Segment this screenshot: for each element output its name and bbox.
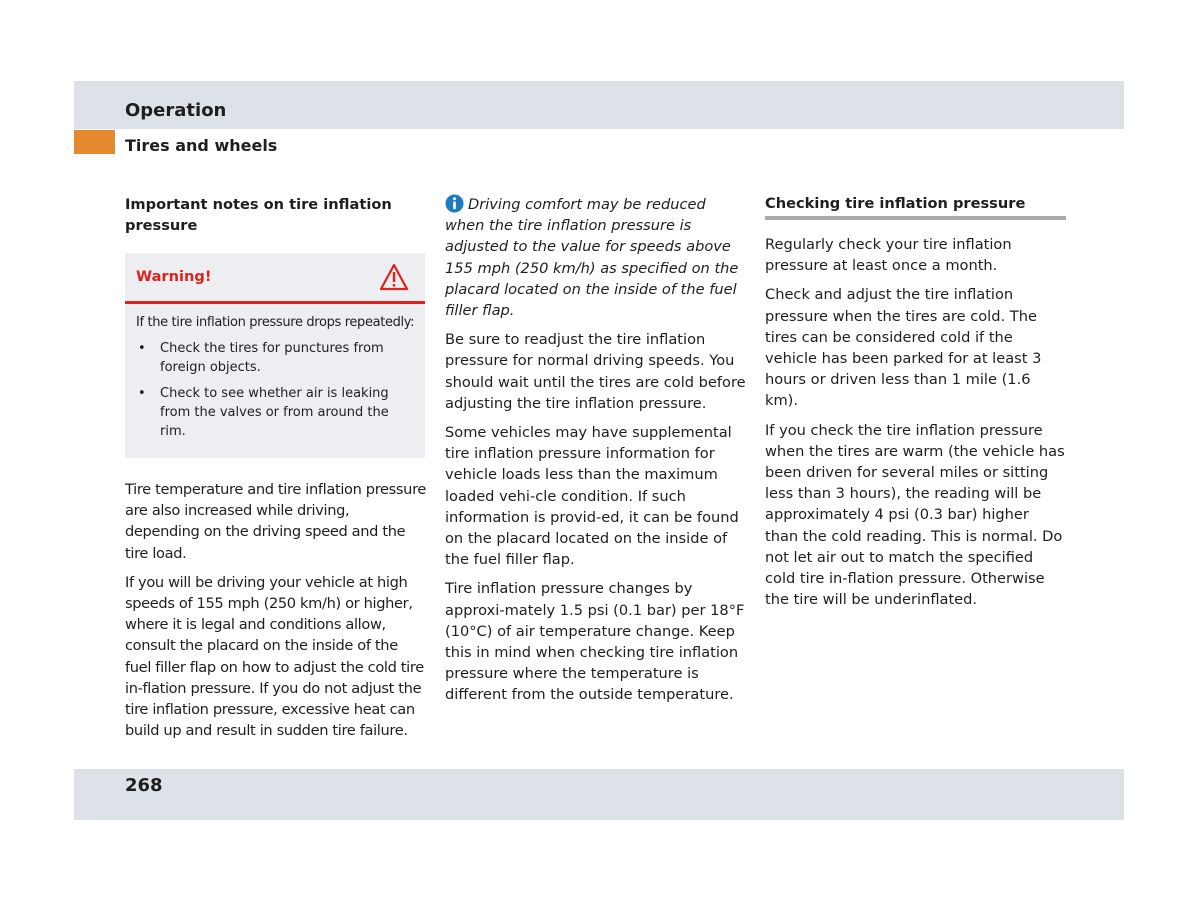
info-icon — [445, 194, 464, 213]
checking-pressure-heading: Checking tire inflation pressure — [765, 194, 1066, 220]
column-middle — [445, 194, 747, 714]
paragraph: Be sure to readjust the tire inflation pressure for normal driving speeds. You should wait until the tires are cold before adjusting the tire inflation pressure. — [445, 331, 746, 412]
paragraph: Regularly check your tire inflation pressure at least once a month. — [765, 236, 1012, 275]
warning-box — [125, 253, 425, 458]
warning-list-item — [136, 339, 415, 377]
info-note — [445, 194, 747, 321]
warning-intro: If the tire inflation pressure drops repeatedly: — [136, 315, 415, 330]
bullet-icon: • — [138, 341, 146, 356]
header-band — [74, 81, 1124, 129]
info-note-text: Driving comfort may be reduced when the tire inflation pressure is adjusted to the value for speeds above 155 mph (250 km/h) as specified on the placard located on the inside of the fuel filler flap. — [445, 196, 739, 320]
column-right — [765, 194, 1066, 618]
section-title: Operation — [125, 100, 227, 121]
paragraph: If you check the tire inflation pressure when the tires are warm (the vehicle has been driven for several miles or sitting less than 3 hours), the reading will be approximately 4 psi (0.3 bar) higher than the cold reading. This is normal. Do not let air out to match the specified cold tire in-flation pressure. Otherwise the tire will be underinflated. — [765, 421, 1065, 609]
warning-list-item — [136, 384, 415, 441]
warning-header — [125, 253, 425, 304]
warning-list — [136, 339, 415, 441]
warning-label: Warning! — [136, 268, 212, 285]
paragraph: Tire inflation pressure changes by approxi-mately 1.5 psi (0.1 bar) per 18°F (10°C) of air temperature change. Keep this in mind when checking tire inflation pressure where the temperature is different from the outside temperature. — [445, 580, 745, 704]
section-tab-marker — [74, 130, 115, 154]
column-left — [125, 194, 427, 749]
paragraph: If you will be driving your vehicle at high speeds of 155 mph (250 km/h) or higher, where it is legal and conditions allow, consult the placard on the inside of the fuel filler flap on how to adjust the cold tire in-flation pressure. If you do not adjust the tire inflation pressure, excessive heat can build up and result in sudden tire failure. — [125, 573, 424, 740]
page-number: 268 — [125, 775, 163, 796]
important-notes-heading: Important notes on tire inflation pressure — [125, 196, 392, 234]
subsection-title: Tires and wheels — [125, 136, 278, 155]
bullet-icon: • — [138, 386, 146, 401]
warning-item-text: Check the tires for punctures from foreign objects. — [160, 341, 384, 375]
warning-triangle-icon — [379, 263, 409, 291]
warning-body — [125, 304, 425, 458]
paragraph: Tire temperature and tire inflation pressure are also increased while driving, depending on the driving speed and the tire load. — [125, 481, 427, 562]
paragraph: Some vehicles may have supplemental tire inflation pressure information for vehicle loads less than the maximum loaded vehi-cle condition. If such information is provid-ed, it can be found on the placard located on the inside of the fuel filler flap. — [445, 424, 739, 569]
paragraph: Check and adjust the tire inflation pressure when the tires are cold. The tires can be considered cold if the vehicle has been parked for at least 3 hours or driven less than 1 mile (1.6 km). — [765, 286, 1042, 410]
footer-band — [74, 769, 1124, 820]
warning-item-text: Check to see whether air is leaking from the valves or from around the rim. — [160, 386, 389, 439]
